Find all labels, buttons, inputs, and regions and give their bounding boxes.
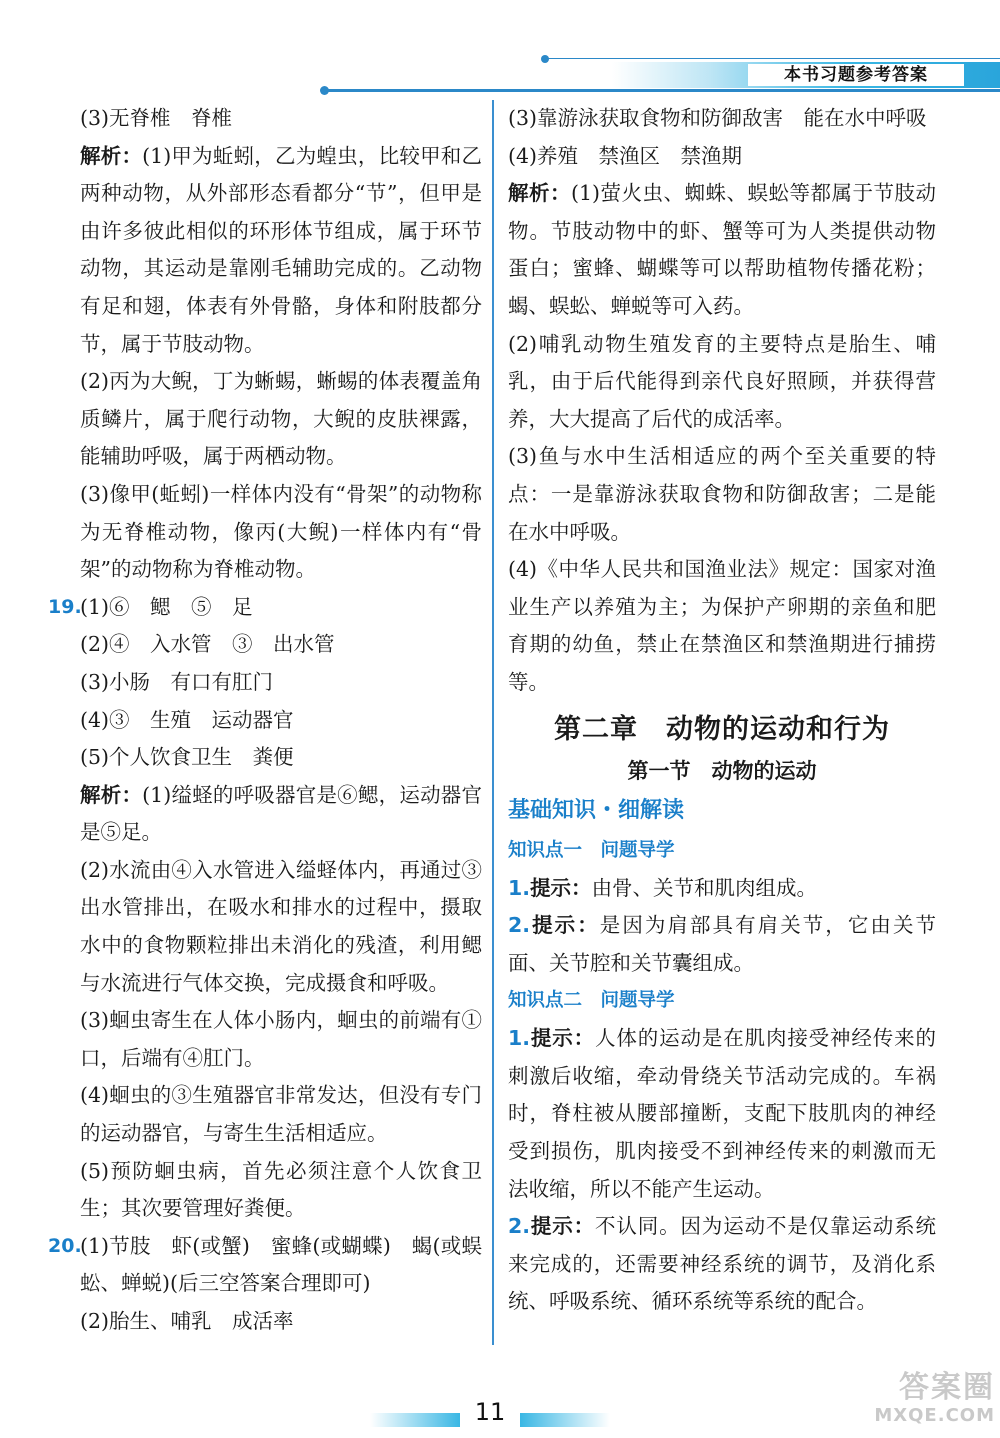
- watermark-text: 答案圈: [899, 1370, 995, 1405]
- hint-label: 提示：: [530, 875, 592, 900]
- right-column: [508, 100, 936, 1321]
- question-20: [48, 1228, 482, 1341]
- column-divider: [492, 100, 494, 1345]
- analysis-label: 解析：: [80, 782, 143, 807]
- header-title: 本书习题参考答案: [748, 64, 964, 86]
- analysis-paragraph: [80, 777, 482, 852]
- question-19: [48, 589, 483, 1228]
- hint-label: 提示：: [530, 1026, 596, 1051]
- analysis-paragraph: (2)哺乳动物生殖发育的主要特点是胎生、哺乳，由于后代能得到亲代良好照顾，并获得营养，大大提高了后代的成活率。: [508, 331, 936, 431]
- header-rule-dot: [320, 86, 329, 95]
- header-top-dot: [541, 55, 549, 63]
- analysis-label: 解析：: [508, 181, 571, 206]
- page-number: 11: [474, 1398, 506, 1426]
- answer-line: (1)节肢 虾(或蟹) 蜜蜂(或蝴蝶) 蝎(或蜈蚣、蝉蜕)(后三空答案合理即可): [80, 1233, 482, 1296]
- analysis-paragraph: (2)丙为大鲵，丁为蜥蜴，蜥蜴的体表覆盖角质鳞片，属于爬行动物，大鲵的皮肤裸露，能辅助呼吸，属于两栖动物。: [80, 369, 482, 469]
- chapter-title: 第二章 动物的运动和行为: [554, 713, 890, 745]
- answer-line: (5)个人饮食卫生 粪便: [80, 745, 294, 770]
- answer-line: (2)④ 入水管 ③ 出水管: [80, 632, 335, 657]
- answer-line: (2)胎生、哺乳 成活率: [80, 1309, 294, 1333]
- left-column: [48, 100, 483, 1341]
- answer-line: (3)无脊椎 脊椎: [80, 106, 233, 130]
- knowledge-point-heading: 知识点二 问题导学: [508, 990, 675, 1012]
- question-number: 20.: [48, 1234, 82, 1257]
- hint-text: 人体的运动是在肌肉接受神经传来的刺激后收缩，牵动骨绕关节活动完成的。车祸时，脊柱被从腰部撞断，支配下肢肌肉的神经受到损伤，肌肉接受不到神经传来的刺激而无法收缩，所以不能产生运动。: [508, 1026, 937, 1201]
- hint-label: 提示：: [530, 1214, 596, 1239]
- footer-band-right: [520, 1413, 610, 1427]
- item-number: 1.: [508, 1026, 531, 1051]
- hint-item: [508, 907, 936, 982]
- analysis-paragraph: [80, 138, 482, 364]
- hint-text: 不认同。因为运动不是仅靠运动系统来完成的，还需要神经系统的调节，及消化系统、呼吸系统、循环系统等系统的配合。: [508, 1214, 937, 1314]
- hint-item: [508, 1208, 936, 1321]
- answer-line: (1)⑥ 鳃 ⑤ 足: [80, 594, 253, 619]
- header-top-line: [545, 58, 1000, 59]
- analysis-paragraph: (4)《中华人民共和国渔业法》规定：国家对渔业生产以养殖为主；为保护产卵期的亲鱼和肥育期的幼鱼，禁止在禁渔区和禁渔期进行捕捞等。: [508, 557, 936, 694]
- item-number: 1.: [508, 875, 531, 900]
- hint-text: 由骨、关节和肌肉组成。: [591, 875, 818, 900]
- question-number: 19.: [48, 595, 82, 618]
- analysis-paragraph: (3)像甲(蚯蚓)一样体内没有“骨架”的动物称为无脊椎动物，像丙(大鲵)一样体内有“骨架”的动物称为脊椎动物。: [80, 481, 482, 582]
- header-rule: [325, 89, 1000, 92]
- watermark-url: MXQE.COM: [874, 1405, 995, 1426]
- item-number: 2.: [508, 913, 531, 938]
- analysis-paragraph: (4)蛔虫的③生殖器官非常发达，但没有专门的运动器官，与寄生生活相适应。: [80, 1083, 482, 1146]
- footer-band-left: [370, 1413, 460, 1427]
- knowledge-point-heading: 知识点一 问题导学: [508, 839, 675, 861]
- section-title: 第一节 动物的运动: [627, 758, 817, 783]
- answer-line: (4)③ 生殖 运动器官: [80, 707, 294, 732]
- analysis-paragraph: [508, 175, 936, 325]
- answer-line: (3)小肠 有口有肛门: [80, 669, 274, 694]
- hint-label: 提示：: [530, 913, 600, 938]
- basic-knowledge-heading: 基础知识・细解读: [508, 797, 685, 823]
- hint-item: [508, 870, 936, 908]
- analysis-text: (1)缢蛏的呼吸器官是⑥鳃，运动器官是⑤足。: [80, 782, 483, 845]
- item-number: 2.: [508, 1214, 531, 1239]
- answer-line: (3)靠游泳获取食物和防御敌害 能在水中呼吸: [508, 106, 927, 130]
- analysis-text: (1)甲为蚯蚓，乙为蝗虫，比较甲和乙两种动物，从外部形态看都分“节”，但甲是由许多彼此相似的环形体节组成，属于环节动物，其运动是靠刚毛辅助完成的。乙动物有足和翅，体表有外骨骼，身体和附肢都分节，属于节肢动物。: [80, 143, 483, 356]
- analysis-paragraph: (2)水流由④入水管进入缢蛏体内，再通过③出水管排出，在吸水和排水的过程中，摄取水中的食物颗粒排出未消化的残渣，利用鳃与水流进行气体交换，完成摄食和呼吸。: [80, 857, 482, 995]
- analysis-text: (1)萤火虫、蜘蛛、蜈蚣等都属于节肢动物。节肢动物中的虾、蟹等可为人类提供动物蛋白；蜜蜂、蝴蝶等可以帮助植物传播花粉；蝎、蜈蚣、蝉蜕等可入药。: [508, 181, 936, 318]
- hint-text: 是因为肩部具有肩关节，它由关节面、关节腔和关节囊组成。: [508, 913, 937, 975]
- answer-line: (4)养殖 禁渔区 禁渔期: [508, 143, 743, 168]
- analysis-paragraph: (5)预防蛔虫病，首先必须注意个人饮食卫生；其次要管理好粪便。: [80, 1158, 482, 1221]
- analysis-label: 解析：: [80, 143, 143, 168]
- analysis-paragraph: (3)蛔虫寄生在人体小肠内，蛔虫的前端有①口，后端有④肛门。: [80, 1008, 482, 1070]
- hint-item: [508, 1020, 936, 1208]
- watermark-logo: [820, 1372, 995, 1434]
- analysis-paragraph: (3)鱼与水中生活相适应的两个至关重要的特点：一是靠游泳获取食物和防御敌害；二是能在水中呼吸。: [508, 444, 936, 544]
